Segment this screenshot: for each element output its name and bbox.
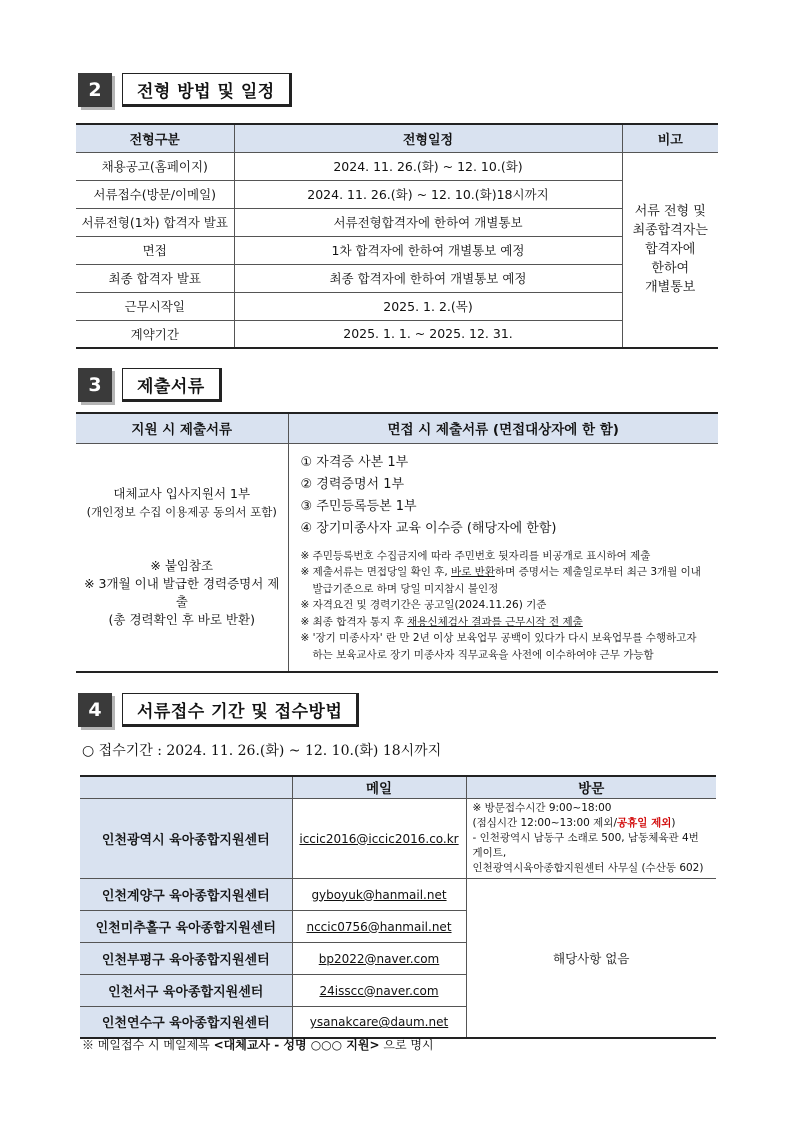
center-name: 인천계양구 육아종합지원센터 bbox=[80, 878, 292, 910]
schedule-cell: 2025. 1. 2.(목) bbox=[234, 292, 622, 320]
visit-line: ※ 방문접수시간 9:00~18:00 bbox=[472, 801, 612, 814]
stage-cell: 면접 bbox=[76, 236, 234, 264]
note-item: ※ 자격요건 및 경력기간은 공고일(2024.11.26) 기준 bbox=[300, 599, 547, 611]
header-visit: 방문 bbox=[466, 776, 716, 798]
list-item: ③ 주민등록등본 1부 bbox=[300, 498, 417, 514]
note-item bbox=[301, 564, 709, 597]
visit-text: ) bbox=[671, 816, 676, 829]
note-text: ※ 제출서류는 면접당일 확인 후, bbox=[300, 566, 452, 578]
visit-line: 인천광역시육아종합지원센터 사무실 (수산동 602) bbox=[472, 861, 704, 874]
note-line: 개별통보 bbox=[645, 280, 696, 296]
stage-cell: 서류전형(1차) 합격자 발표 bbox=[76, 208, 234, 236]
note-cell bbox=[622, 152, 718, 348]
section-4-header bbox=[78, 693, 359, 727]
footer-text: 으로 명시 bbox=[379, 1038, 434, 1052]
visit-text: (점심시간 12:00~13:00 제외/ bbox=[472, 816, 617, 829]
interview-notes-list bbox=[301, 548, 709, 664]
centers-table bbox=[80, 775, 716, 1039]
stage-cell: 최종 합격자 발표 bbox=[76, 264, 234, 292]
header-apply-docs: 지원 시 제출서류 bbox=[76, 413, 288, 443]
section-2-header bbox=[78, 73, 292, 107]
email-cell bbox=[292, 878, 466, 910]
email-cell bbox=[292, 942, 466, 974]
apply-docs-cell bbox=[76, 443, 288, 672]
header-note: 비고 bbox=[622, 124, 718, 152]
note-item: ※ '장기 미종사자' 란 만 2년 이상 보육업무 공백이 있다가 다시 보육업무를 수행하고자 하는 보육교사로 장기 미종사자 직무교육을 사전에 이수하여야 근무 가능함 bbox=[300, 632, 697, 661]
note-line: 서류 전형 및 bbox=[634, 204, 706, 220]
application-period: ○ 접수기간 : 2024. 11. 26.(화) ~ 12. 10.(화) 18시까지 bbox=[82, 743, 442, 759]
section-3-number: 3 bbox=[78, 368, 112, 402]
header-stage: 전형구분 bbox=[76, 124, 234, 152]
schedule-cell: 서류전형합격자에 한하여 개별통보 bbox=[234, 208, 622, 236]
list-item: ② 경력증명서 1부 bbox=[300, 476, 405, 492]
section-4-number: 4 bbox=[78, 693, 112, 727]
note-item: ※ 주민등록번호 수집금지에 따라 주민번호 뒷자리를 비공개로 표시하여 제출 bbox=[300, 549, 651, 562]
header-schedule: 전형일정 bbox=[234, 124, 622, 152]
section-2-title: 전형 방법 및 일정 bbox=[122, 73, 292, 107]
header-email: 메일 bbox=[292, 776, 466, 798]
section-2-number: 2 bbox=[78, 73, 112, 107]
note-text: 하며 증명서는 제출일로부터 최근 3개월 이내 발급기준으로 하며 당일 미지참시 불인정 bbox=[312, 566, 701, 595]
holiday-excluded: 공휴일 제외 bbox=[616, 816, 672, 829]
center-name: 인천서구 육아종합지원센터 bbox=[80, 974, 292, 1006]
email-cell bbox=[292, 798, 466, 878]
visit-none-cell: 해당사항 없음 bbox=[466, 878, 716, 1038]
interview-docs-list bbox=[301, 452, 709, 540]
apply-doc-line: (개인정보 수집 이용제공 동의서 포함) bbox=[86, 505, 277, 520]
apply-doc-line: ※ 3개월 이내 발급한 경력증명서 제출 bbox=[84, 576, 280, 610]
center-name: 인천연수구 육아종합지원센터 bbox=[80, 1006, 292, 1038]
stage-cell: 서류접수(방문/이메일) bbox=[76, 180, 234, 208]
schedule-cell: 최종 합격자에 한하여 개별통보 예정 bbox=[234, 264, 622, 292]
header-blank bbox=[80, 776, 292, 798]
note-text: ※ 최종 합격자 통지 후 bbox=[300, 615, 408, 628]
section-4-title: 서류접수 기간 및 접수방법 bbox=[122, 693, 359, 727]
note-item bbox=[301, 614, 709, 631]
documents-table bbox=[76, 412, 718, 673]
email-subject-note bbox=[82, 1036, 434, 1053]
email-link[interactable]: bp2022@naver.com bbox=[318, 951, 440, 966]
apply-doc-line: 대체교사 입사지원서 1부 bbox=[113, 486, 251, 502]
apply-doc-line: (총 경력확인 후 바로 반환) bbox=[108, 612, 255, 628]
visit-line bbox=[473, 816, 711, 831]
section-3-title: 제출서류 bbox=[122, 368, 222, 402]
section-3-header bbox=[78, 368, 222, 402]
email-cell bbox=[292, 910, 466, 942]
email-cell bbox=[292, 974, 466, 1006]
schedule-cell: 2024. 11. 26.(화) ~ 12. 10.(화)18시까지 bbox=[234, 180, 622, 208]
email-link[interactable]: ysanakcare@daum.net bbox=[309, 1015, 449, 1030]
list-item: ④ 장기미종사자 교육 이수증 (해당자에 한함) bbox=[300, 520, 557, 536]
visit-info-cell bbox=[466, 798, 716, 878]
visit-line: - 인천광역시 남동구 소래로 500, 남동체육관 4번 게이트, bbox=[472, 831, 699, 859]
stage-cell: 계약기간 bbox=[76, 320, 234, 348]
note-underlined: 바로 반환 bbox=[451, 566, 495, 578]
header-interview-docs: 면접 시 제출서류 (면접대상자에 한 함) bbox=[288, 413, 718, 443]
center-name: 인천광역시 육아종합지원센터 bbox=[80, 798, 292, 878]
center-name: 인천미추홀구 육아종합지원센터 bbox=[80, 910, 292, 942]
apply-doc-line: ※ 붙임참조 bbox=[150, 558, 214, 574]
center-name: 인천부평구 육아종합지원센터 bbox=[80, 942, 292, 974]
schedule-table bbox=[76, 123, 718, 349]
note-line: 합격자에 bbox=[645, 242, 696, 258]
interview-docs-cell bbox=[288, 443, 718, 672]
list-item: ① 자격증 사본 1부 bbox=[300, 454, 409, 470]
schedule-cell: 2024. 11. 26.(화) ~ 12. 10.(화) bbox=[234, 152, 622, 180]
footer-text: ※ 메일접수 시 메일제목 bbox=[82, 1038, 214, 1052]
email-link[interactable]: gyboyuk@hanmail.net bbox=[311, 887, 447, 902]
schedule-cell: 2025. 1. 1. ~ 2025. 12. 31. bbox=[234, 320, 622, 348]
stage-cell: 채용공고(홈페이지) bbox=[76, 152, 234, 180]
footer-subject-format: <대체교사 - 성명 ○○○ 지원> bbox=[213, 1038, 380, 1052]
email-link[interactable]: nccic0756@hanmail.net bbox=[306, 919, 452, 934]
note-line: 최종합격자는 bbox=[632, 223, 708, 239]
email-link[interactable]: 24isscc@naver.com bbox=[319, 983, 439, 998]
email-link[interactable]: iccic2016@iccic2016.co.kr bbox=[299, 831, 459, 846]
email-cell bbox=[292, 1006, 466, 1038]
schedule-cell: 1차 합격자에 한하여 개별통보 예정 bbox=[234, 236, 622, 264]
note-underlined: 채용신체검사 결과를 근무시작 전 제출 bbox=[407, 615, 583, 628]
stage-cell: 근무시작일 bbox=[76, 292, 234, 320]
note-line: 한하여 bbox=[651, 261, 690, 277]
